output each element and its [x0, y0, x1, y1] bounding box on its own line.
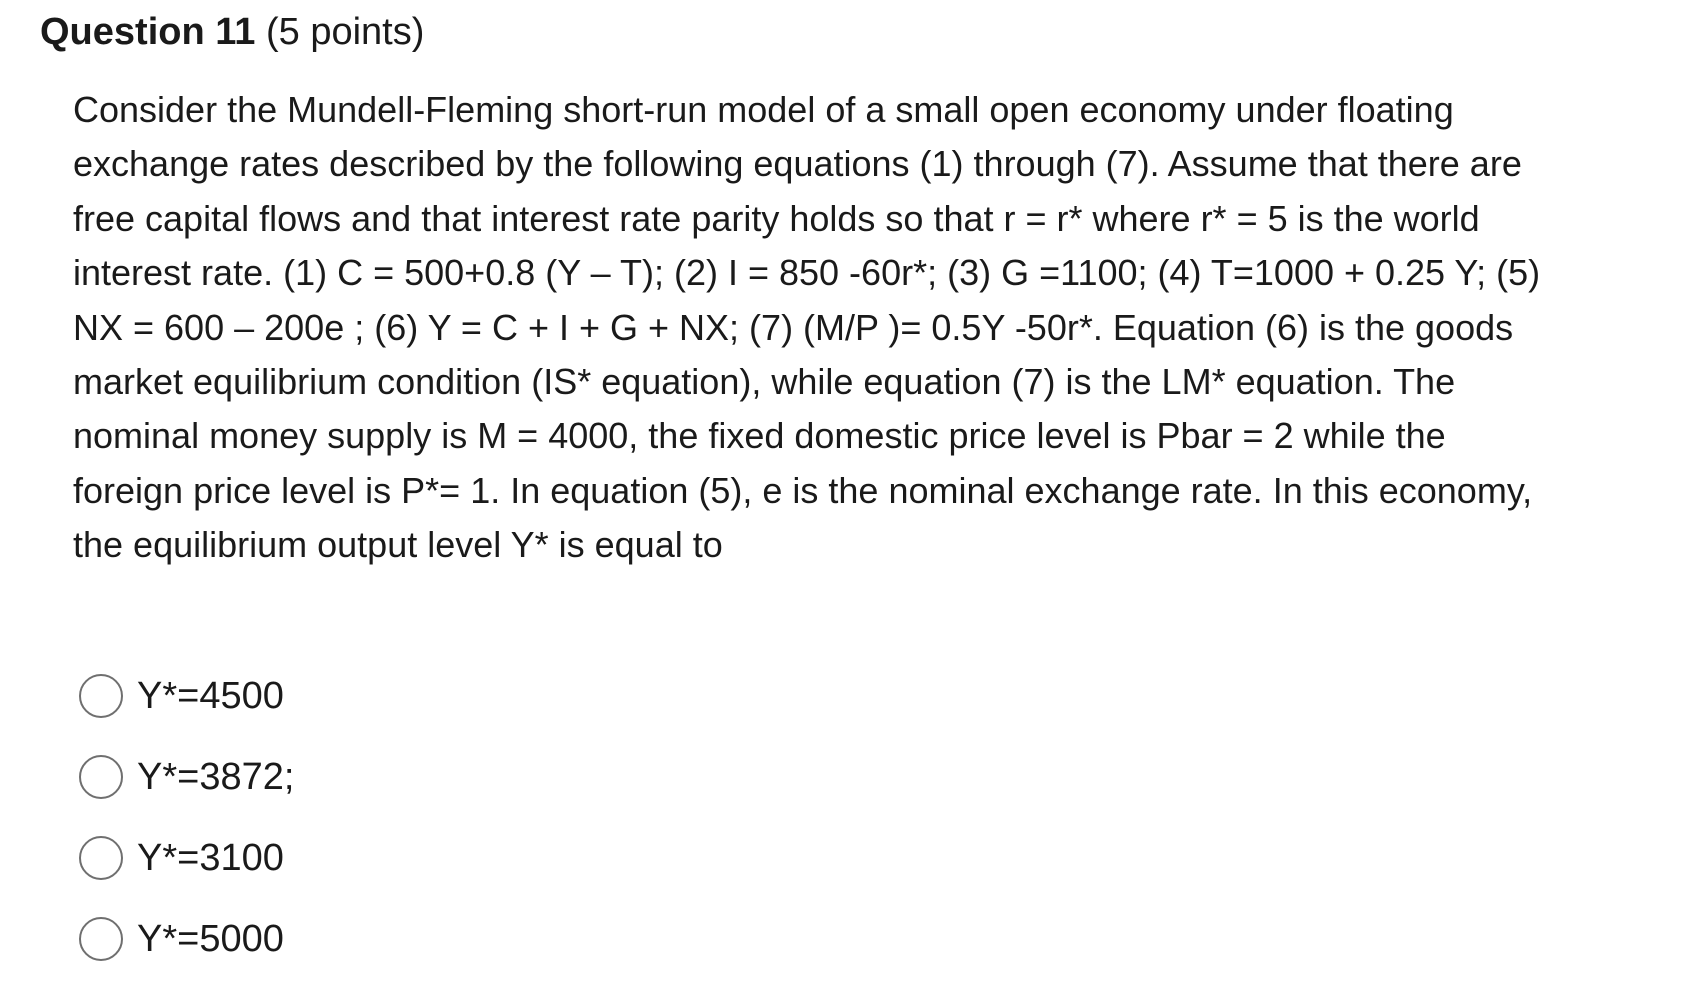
question-header — [40, 6, 424, 58]
answer-option-label: Y*=3872; — [137, 756, 295, 798]
question-points: (5 points) — [265, 11, 425, 53]
answer-option-label: Y*=4500 — [137, 675, 284, 717]
answer-option-2[interactable] — [79, 751, 779, 803]
answer-option-label: Y*=3100 — [137, 837, 284, 879]
answer-option-4[interactable] — [79, 913, 779, 965]
question-text: Consider the Mundell-Fleming short-run model of a small open economy under floating exchange rates described by the following equations (1) through (7). Assume that there are free capital flows and that interest rate parity holds so that r = r* where r* = 5 is the world interest rate. (1) C = 500+0.8 (Y – T); (2) I = 850 -60r*; (3) G =1100; (4) T=1000 + 0.25 Y; (5) NX = 600 – 200e ; (6) Y = C + I + G + NX; (7) (M/P )= 0.5Y -50r*. Equation (6) is the goods market equilibrium condition (IS* equation), while equation (7) is the LM* equation. The nominal money supply is M = 4000, the fixed domestic price level is Pbar = 2 while the foreign price level is P*= 1. In equation (5), e is the nominal exchange rate. In this economy, the equilibrium output level Y* is equal to — [73, 89, 1541, 566]
answer-option-3[interactable] — [79, 832, 779, 884]
radio-button[interactable] — [79, 674, 123, 718]
radio-button[interactable] — [79, 755, 123, 799]
question-title: Question 11 — [40, 11, 256, 53]
answer-option-label: Y*=5000 — [137, 918, 284, 960]
radio-button[interactable] — [79, 836, 123, 880]
answer-options — [79, 670, 779, 994]
radio-button[interactable] — [79, 917, 123, 961]
answer-option-1[interactable] — [79, 670, 779, 722]
